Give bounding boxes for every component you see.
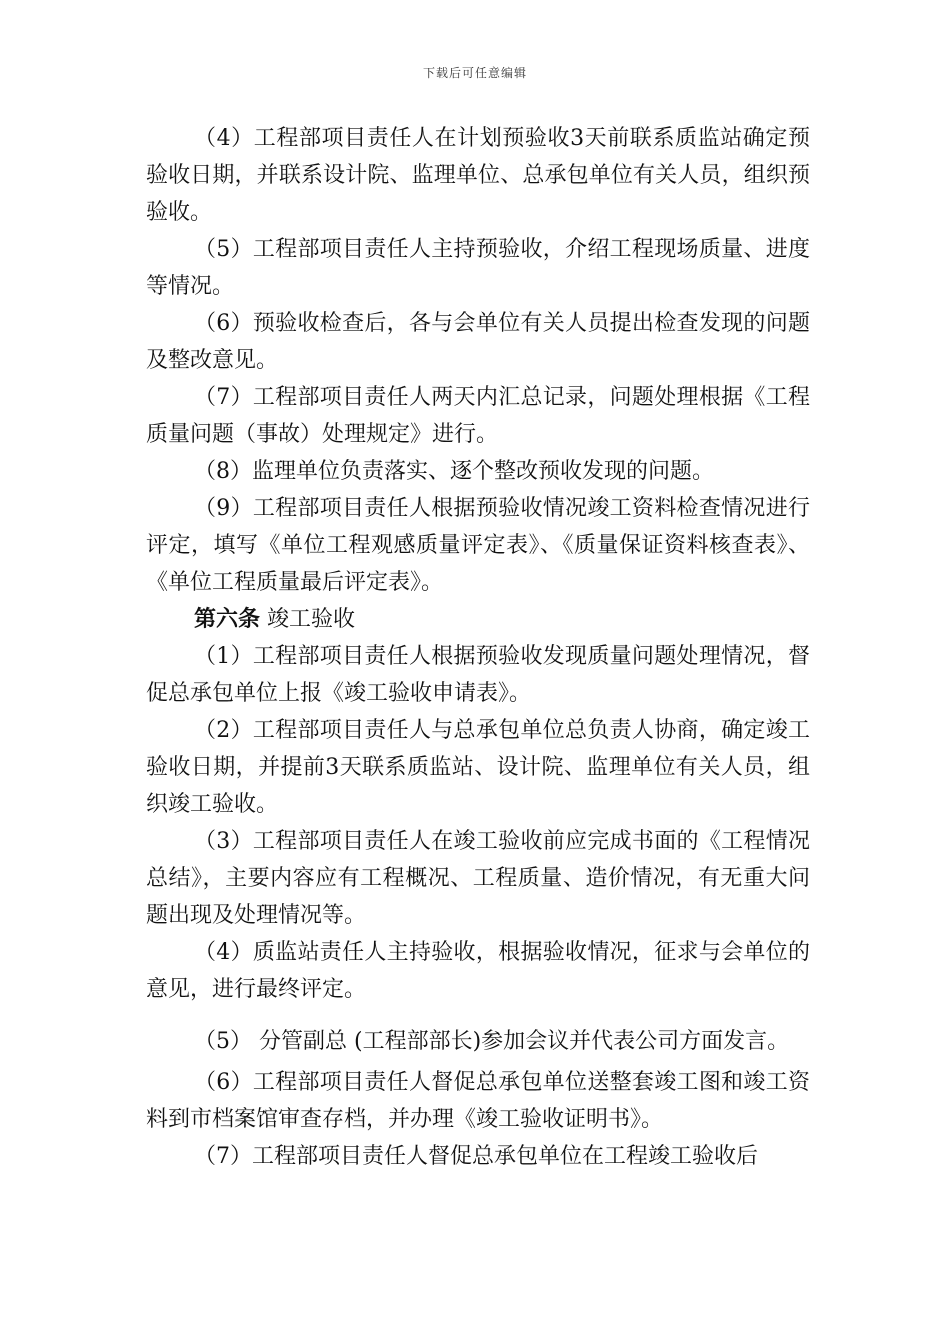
acceptance-paragraph-1: （1）工程部项目责任人根据预验收发现质量问题处理情况，督促总承包单位上报《竣工验收申请表》。 [146, 644, 810, 706]
paragraph-9: （9）工程部项目责任人根据预验收情况竣工资料检查情况进行评定，填写《单位工程观感质量评定表》、《质量保证资料核查表》、《单位工程质量最后评定表》。 [146, 496, 810, 595]
section-heading [146, 601, 810, 638]
document-body [146, 120, 810, 1175]
header-note: 下载后可任意编辑 [422, 66, 527, 80]
paragraph-8: （8）监理单位负责落实、逐个整改预收发现的问题。 [194, 459, 714, 484]
paragraph-5: （5）工程部项目责任人主持预验收，介绍工程现场质量、进度等情况。 [146, 237, 810, 299]
paragraph-6: （6）预验收检查后，各与会单位有关人员提出检查发现的问题及整改意见。 [146, 311, 810, 373]
acceptance-paragraph-3: （3）工程部项目责任人在竣工验收前应完成书面的《工程情况总结》，主要内容应有工程概况、工程质量、造价情况，有无重大问题出现及处理情况等。 [146, 829, 810, 928]
acceptance-paragraph-7: （7）工程部项目责任人督促总承包单位在工程竣工验收后 [194, 1144, 758, 1169]
section-label: 第六条 [194, 606, 261, 632]
acceptance-paragraph-5: （5） 分管副总 (工程部部长)参加会议并代表公司方面发言。 [194, 1029, 790, 1054]
acceptance-paragraph-2: （2）工程部项目责任人与总承包单位总负责人协商，确定竣工验收日期，并提前3天联系质监站、设计院、监理单位有关人员，组织竣工验收。 [146, 718, 810, 817]
acceptance-paragraph-6: （6）工程部项目责任人督促总承包单位送整套竣工图和竣工资料到市档案馆审查存档，并办理《竣工验收证明书》。 [146, 1070, 810, 1132]
paragraph-7: （7）工程部项目责任人两天内汇总记录，问题处理根据《工程质量问题（事故）处理规定》进行。 [146, 385, 810, 447]
acceptance-paragraph-4: （4）质监站责任人主持验收，根据验收情况，征求与会单位的意见，进行最终评定。 [146, 940, 810, 1002]
section-title: 竣工验收 [260, 607, 356, 632]
paragraph-4: （4）工程部项目责任人在计划预验收3天前联系质监站确定预验收日期，并联系设计院、监理单位、总承包单位有关人员，组织预验收。 [146, 126, 810, 225]
